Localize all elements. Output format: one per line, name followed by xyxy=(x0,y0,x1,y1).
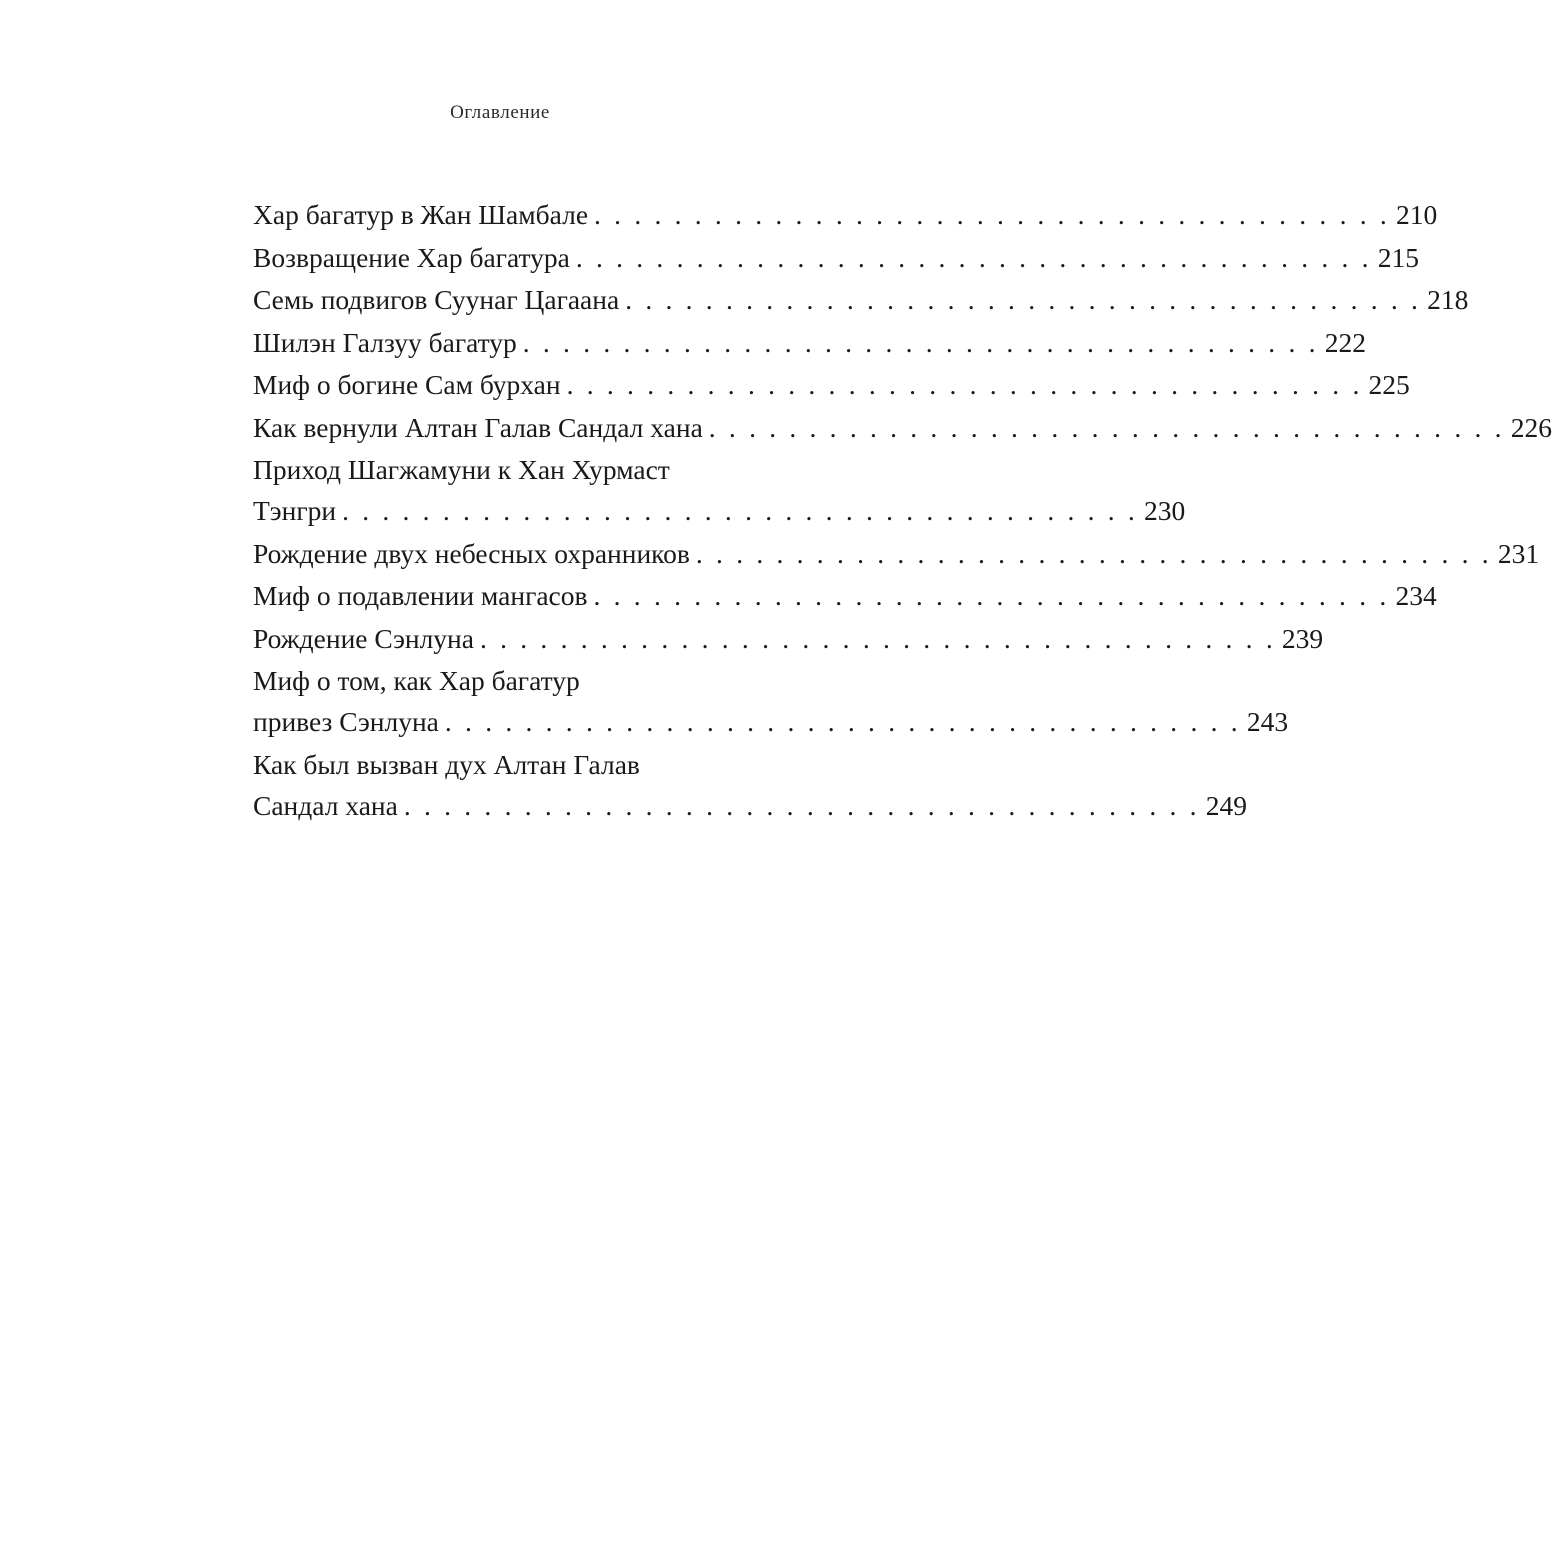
toc-entry-page: 239 xyxy=(1281,622,1324,654)
toc-entry-title: Возвращение Хар багатура xyxy=(253,241,570,273)
toc-leader-dots: . . . . . . . . . . . . . . . . . . . . . . . . . . . . . . . . . . . . . . . . xyxy=(593,580,1390,611)
toc-entry-page: 218 xyxy=(1427,284,1469,315)
toc-leader-dots: . . . . . . . . . . . . . . . . . . . . . . . . . . . . . . . . . . . . . . . . xyxy=(566,369,1363,400)
toc-entry[interactable] xyxy=(253,618,1324,659)
toc-entry-page: 210 xyxy=(1395,199,1438,230)
toc-entry-title-line1: Миф о том, как Хар багатур xyxy=(253,665,580,696)
toc-leader-dots: . . . . . . . . . . . . . . . . . . . . . . . . . . . . . . . . . . . . . . . . xyxy=(479,622,1276,654)
toc-entry[interactable] xyxy=(253,279,1469,320)
toc-entry-title: Шилэн Галзуу багатур xyxy=(253,326,517,358)
toc-entry-title: Миф о богине Сам бурхан xyxy=(253,369,561,400)
toc-entry[interactable] xyxy=(253,660,1289,742)
toc-entry-title: Рождение Сэнлуна xyxy=(253,622,474,654)
toc-leader-dots: . . . . . . . . . . . . . . . . . . . . . . . . . . . . . . . . . . . . . . . . xyxy=(625,284,1422,315)
table-of-contents xyxy=(253,194,1552,827)
toc-entry[interactable] xyxy=(253,407,1552,448)
toc-entry-page: 231 xyxy=(1497,537,1540,569)
toc-leader-dots: . . . . . . . . . . . . . . . . . . . . . . . . . . . . . . . . . . . . . . . . xyxy=(522,326,1319,358)
toc-entry[interactable] xyxy=(253,364,1410,405)
toc-entry[interactable] xyxy=(253,194,1438,235)
toc-entry-page: 226 xyxy=(1510,411,1552,443)
toc-entry-title: Семь подвигов Суунаг Цагаана xyxy=(253,284,620,315)
toc-entry-title: Сандал хана xyxy=(253,789,398,821)
toc-leader-dots: . . . . . . . . . . . . . . . . . . . . . . . . . . . . . . . . . . . . . . . . xyxy=(695,537,1492,569)
toc-leader-dots: . . . . . . . . . . . . . . . . . . . . . . . . . . . . . . . . . . . . . . . . xyxy=(403,789,1200,821)
toc-entry-page: 243 xyxy=(1246,706,1289,737)
toc-entry-page: 225 xyxy=(1368,369,1410,400)
toc-leader-dots: . . . . . . . . . . . . . . . . . . . . . . . . . . . . . . . . . . . . . . . . xyxy=(594,199,1390,230)
toc-entry-title-line1: Как был вызван дух Алтан Галав xyxy=(253,748,640,780)
toc-entry[interactable] xyxy=(253,575,1437,616)
toc-leader-dots: . . . . . . . . . . . . . . . . . . . . . . . . . . . . . . . . . . . . . . . . xyxy=(708,411,1505,443)
toc-entry-title: Хар багатур в Жан Шамбале xyxy=(253,199,589,230)
toc-entry-page: 222 xyxy=(1324,326,1366,358)
toc-entry[interactable] xyxy=(253,237,1420,278)
toc-entry-title: Как вернули Алтан Галав Сандал хана xyxy=(253,411,703,443)
toc-entry-page: 230 xyxy=(1144,495,1186,526)
toc-leader-dots: . . . . . . . . . . . . . . . . . . . . . . . . . . . . . . . . . . . . . . . . xyxy=(575,241,1372,273)
toc-entry[interactable] xyxy=(253,322,1366,363)
toc-entry[interactable] xyxy=(253,744,1248,826)
toc-leader-dots: . . . . . . . . . . . . . . . . . . . . . . . . . . . . . . . . . . . . . . . . xyxy=(342,495,1139,526)
toc-entry-title: Тэнгри xyxy=(253,495,337,526)
page-header: Оглавление xyxy=(450,102,550,123)
toc-entry-page: 249 xyxy=(1205,789,1248,821)
toc-entry[interactable] xyxy=(253,533,1540,574)
toc-entry-page: 234 xyxy=(1395,580,1437,611)
toc-entry-page: 215 xyxy=(1377,241,1420,273)
toc-entry-title: Рождение двух небесных охранников xyxy=(253,537,690,569)
toc-entry[interactable] xyxy=(253,449,1186,531)
toc-entry-title: привез Сэнлуна xyxy=(253,706,439,737)
toc-entry-title-line1: Приход Шагжамуни к Хан Хурмаст xyxy=(253,454,670,485)
toc-leader-dots: . . . . . . . . . . . . . . . . . . . . . . . . . . . . . . . . . . . . . . . . xyxy=(444,706,1241,737)
toc-entry-title: Миф о подавлении мангасов xyxy=(253,580,588,611)
